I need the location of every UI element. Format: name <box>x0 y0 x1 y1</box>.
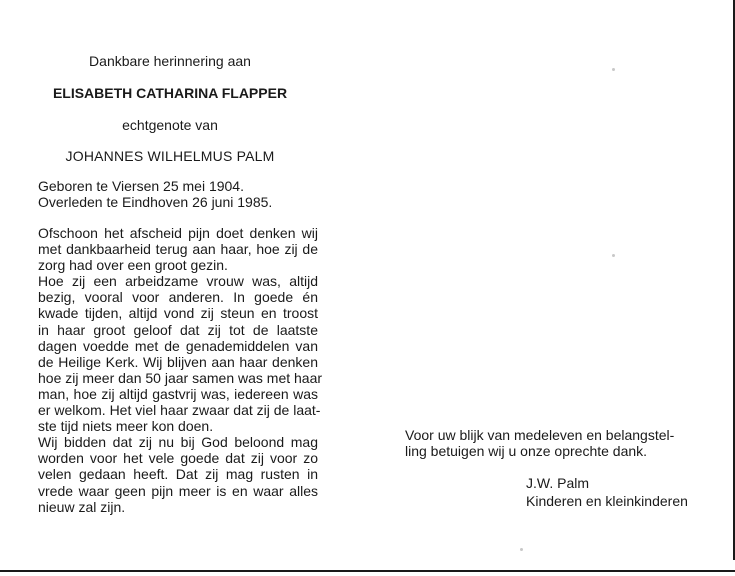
paper-speck <box>520 548 523 551</box>
memorial-text-line: velen gedaan heeft. Dat zij mag rusten in <box>38 466 318 483</box>
paper-speck <box>612 68 615 71</box>
thanks-note <box>405 427 674 459</box>
memorial-text-line: Wij bidden dat zij nu bij God beloond mag <box>38 434 318 451</box>
memorial-text-line: Ofschoon het afscheid pijn doet denken wij <box>38 225 318 241</box>
intro-text: Dankbare herinnering aan <box>89 53 251 69</box>
memorial-text-line: er welkom. Het viel haar zwaar dat zij de laat- <box>38 402 321 419</box>
memorial-text-line: de Heilige Kerk. Wij blijven aan haar denken <box>38 353 318 370</box>
memorial-text-line: man, hoe zij altijd gastvrij was, iedereen was <box>38 385 318 402</box>
deceased-name: ELISABETH CATHARINA FLAPPER <box>52 85 288 101</box>
memorial-text-line: in haar groot geloof dat zij tot de laatste <box>38 321 318 338</box>
memorial-text-line: zorg had over een groot gezin. <box>38 257 228 274</box>
death-line: Overleden te Eindhoven 26 juni 1985. <box>38 194 273 210</box>
memorial-text-line: worden voor het vele goede dat zij voor zo <box>38 450 318 467</box>
memorial-text-line: bezig, vooral voor anderen. In goede én <box>38 289 318 306</box>
spouse-name: JOHANNES WILHELMUS PALM <box>65 148 275 164</box>
signature-family: Kinderen en kleinkinderen <box>526 493 688 509</box>
card-edge-bottom <box>0 570 735 572</box>
spouse-label: echtgenote van <box>122 117 218 133</box>
thanks-line: Voor uw blijk van medeleven en belangstel- <box>405 427 675 443</box>
signature-name: J.W. Palm <box>526 475 590 491</box>
signature-block <box>526 474 688 510</box>
memorial-text-line: Hoe zij een arbeidzame vrouw was, altijd <box>38 273 318 290</box>
thanks-line: ling betuigen wij u onze oprechte dank. <box>405 443 648 459</box>
memorial-text-line: hoe zij meer dan 50 jaar samen was met haar <box>38 369 323 386</box>
memorial-text-line: met dankbaarheid terug aan haar, hoe zij de <box>38 241 318 258</box>
memorial-text-line: nieuw zal zijn. <box>38 498 126 515</box>
memorial-text-line: kwade tijden, altijd vond zij steun en troost <box>38 305 318 322</box>
life-dates <box>38 178 272 210</box>
paper-speck <box>612 254 615 257</box>
birth-line: Geboren te Viersen 25 mei 1904. <box>38 178 244 194</box>
memorial-text-line: dagen voedde met de genademiddelen van <box>38 337 318 354</box>
memorial-text-line: ste tijd niets meer kon doen. <box>38 418 214 435</box>
memorial-text <box>38 225 323 515</box>
memorial-text-line: vrede waar geen pijn meer is en waar alles <box>38 482 318 499</box>
